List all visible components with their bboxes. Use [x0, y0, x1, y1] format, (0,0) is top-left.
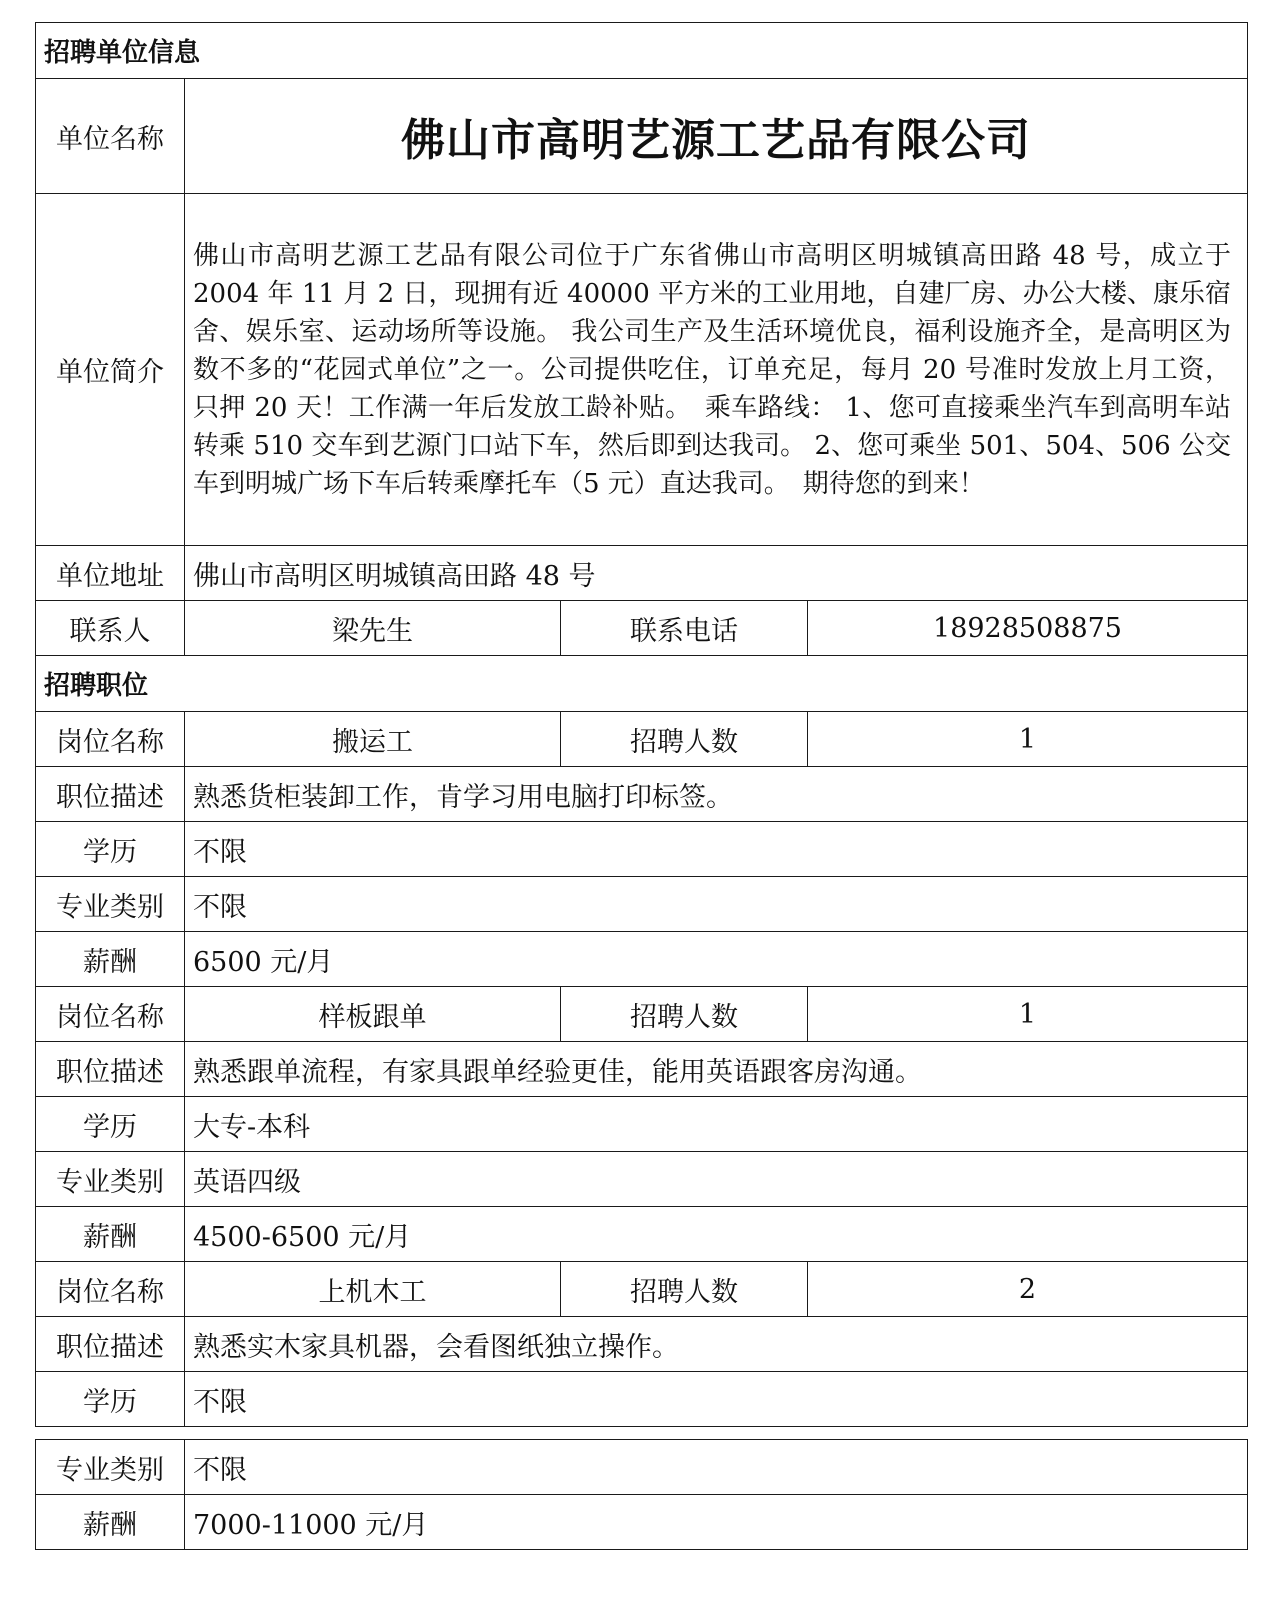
job-desc-label: 职位描述 — [36, 1317, 185, 1372]
job-major-label: 专业类别 — [36, 1440, 185, 1495]
job-edu-label: 学历 — [36, 1372, 185, 1427]
company-intro: 佛山市高明艺源工艺品有限公司位于广东省佛山市高明区明城镇高田路 48 号，成立于 2004 年 11 月 2 日，现拥有近 40000 平方米的工业用地，自建厂房、办公大楼、康乐宿舍、娱乐室、运动场所等设施。 我公司生产及生活环境优良，福利设施齐全，是高明区为数不多的“花园式单位”之一。公司提供吃住，订单充足，每月 20 号准时发放上月工资，只押 20 天！工作满一年后发放工龄补贴。 乘车路线： 1、您可直接乘坐汽车到高明车站转乘 510 交车到艺源门口站下车，然后即到达我司。 2、您可乘坐 501、504、506 公交车到明城广场下车后转乘摩托车（5 元）直达我司。 期待您的到来！ — [185, 194, 1248, 546]
job-salary-row — [36, 932, 1248, 987]
job-name-row — [36, 987, 1248, 1042]
job-name: 样板跟单 — [185, 987, 561, 1042]
job-desc: 熟悉实木家具机器，会看图纸独立操作。 — [185, 1317, 1248, 1372]
job-edu: 不限 — [185, 822, 1248, 877]
company-section-header-row — [36, 23, 1248, 79]
company-section-title: 招聘单位信息 — [36, 23, 1248, 79]
job-edu-label: 学历 — [36, 822, 185, 877]
job-desc-row — [36, 1042, 1248, 1097]
company-address-label: 单位地址 — [36, 546, 185, 601]
company-intro-row — [36, 194, 1248, 546]
job-count: 1 — [808, 987, 1248, 1042]
job-edu-row — [36, 822, 1248, 877]
job-major-row — [36, 1152, 1248, 1207]
job-desc: 熟悉跟单流程，有家具跟单经验更佳，能用英语跟客房沟通。 — [185, 1042, 1248, 1097]
company-name-label: 单位名称 — [36, 79, 185, 194]
job-desc-label: 职位描述 — [36, 1042, 185, 1097]
job-major-row — [36, 1440, 1248, 1495]
company-name: 佛山市高明艺源工艺品有限公司 — [185, 79, 1248, 194]
job-salary-row — [36, 1495, 1248, 1550]
job-edu-row — [36, 1097, 1248, 1152]
job-edu-row — [36, 1372, 1248, 1427]
job-name: 搬运工 — [185, 712, 561, 767]
job-count: 1 — [808, 712, 1248, 767]
job-count-label: 招聘人数 — [561, 712, 808, 767]
job-salary-label: 薪酬 — [36, 1495, 185, 1550]
company-address: 佛山市高明区明城镇高田路 48 号 — [185, 546, 1248, 601]
job-salary-label: 薪酬 — [36, 1207, 185, 1262]
recruitment-table — [35, 22, 1248, 1427]
job-major: 英语四级 — [185, 1152, 1248, 1207]
positions-section-title: 招聘职位 — [36, 656, 1248, 712]
positions-section-header-row — [36, 656, 1248, 712]
recruitment-table-continued — [35, 1439, 1248, 1550]
job-salary: 4500-6500 元/月 — [185, 1207, 1248, 1262]
job-major-label: 专业类别 — [36, 877, 185, 932]
job-major: 不限 — [185, 877, 1248, 932]
contact-name: 梁先生 — [185, 601, 561, 656]
job-desc-row — [36, 767, 1248, 822]
job-name-label: 岗位名称 — [36, 1262, 185, 1317]
company-address-row — [36, 546, 1248, 601]
phone-number: 18928508875 — [808, 601, 1248, 656]
job-major-row — [36, 877, 1248, 932]
job-edu: 大专-本科 — [185, 1097, 1248, 1152]
job-count-label: 招聘人数 — [561, 987, 808, 1042]
phone-label: 联系电话 — [561, 601, 808, 656]
recruitment-page — [35, 22, 1247, 1550]
job-edu: 不限 — [185, 1372, 1248, 1427]
job-name-row — [36, 712, 1248, 767]
job-salary-label: 薪酬 — [36, 932, 185, 987]
job-salary: 6500 元/月 — [185, 932, 1248, 987]
job-desc: 熟悉货柜装卸工作，肯学习用电脑打印标签。 — [185, 767, 1248, 822]
job-name: 上机木工 — [185, 1262, 561, 1317]
job-name-row — [36, 1262, 1248, 1317]
job-salary-row — [36, 1207, 1248, 1262]
contact-label: 联系人 — [36, 601, 185, 656]
job-major: 不限 — [185, 1440, 1248, 1495]
company-name-row — [36, 79, 1248, 194]
job-name-label: 岗位名称 — [36, 712, 185, 767]
job-name-label: 岗位名称 — [36, 987, 185, 1042]
company-intro-label: 单位简介 — [36, 194, 185, 546]
company-contact-row — [36, 601, 1248, 656]
job-salary: 7000-11000 元/月 — [185, 1495, 1248, 1550]
job-major-label: 专业类别 — [36, 1152, 185, 1207]
job-count-label: 招聘人数 — [561, 1262, 808, 1317]
job-edu-label: 学历 — [36, 1097, 185, 1152]
job-desc-row — [36, 1317, 1248, 1372]
job-count: 2 — [808, 1262, 1248, 1317]
job-desc-label: 职位描述 — [36, 767, 185, 822]
